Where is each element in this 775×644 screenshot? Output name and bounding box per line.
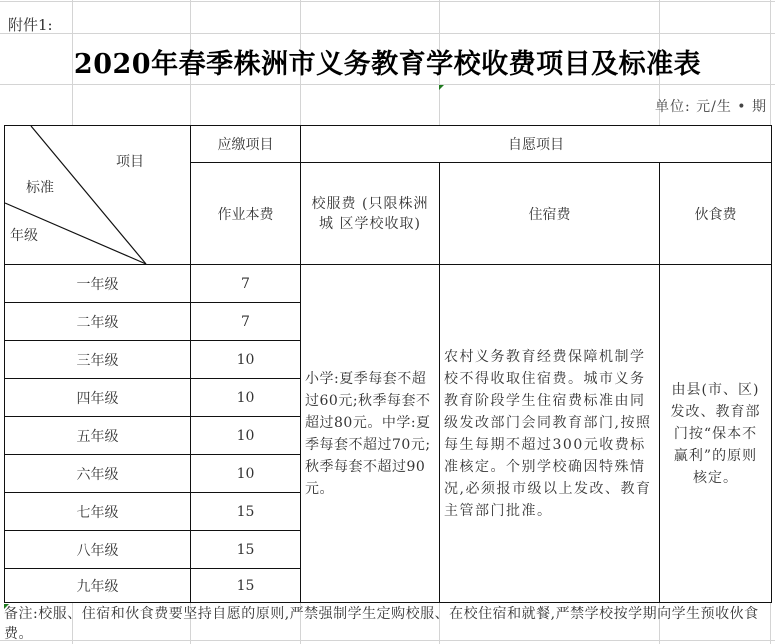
homework-fee-cell[interactable]: 10	[190, 340, 301, 379]
homework-fee-cell[interactable]: 10	[190, 378, 301, 417]
meal-standard-cell[interactable]: 由县(市、区)发改、教育部门按“保本不赢利”的原则核定。	[659, 264, 772, 603]
uniform-fee-header[interactable]: 校服费 (只限株洲城 区学校收取)	[300, 162, 440, 265]
page-title: 2020年春季株洲市义务教育学校收费项目及标准表	[73, 49, 702, 80]
lodging-fee-header[interactable]: 住宿费	[439, 162, 660, 265]
uniform-standard-cell[interactable]: 小学:夏季每套不超过60元;秋季每套不超过80元。中学:夏季每套不超过70元;秋季每套不超过90元。	[300, 264, 440, 603]
remark-note: 备注:校服、住宿和伙食费要坚持自愿的原则,严禁强制学生定购校服、在校住宿和就餐,严禁学校按学期向学生预收伙食费。	[4, 606, 759, 642]
unit-label: 单位: 元/生 • 期	[654, 99, 767, 115]
lodging-standard-cell[interactable]: 农村义务教育经费保障机制学校不得收取住宿费。城市义务教育阶段学生住宿费标准由同级发改部门会同教育部门,按照每生每期不超过300元收费标准核定。个别学校确因特殊情况,必须报市级以上发改、教育主管部门批准。	[439, 264, 660, 603]
grade-cell[interactable]: 四年级	[4, 378, 191, 417]
homework-fee-cell[interactable]: 7	[190, 302, 301, 341]
comment-marker	[439, 85, 444, 90]
grade-cell[interactable]: 一年级	[4, 264, 191, 303]
required-items-header[interactable]: 应缴项目	[190, 125, 301, 163]
voluntary-items-header[interactable]: 自愿项目	[300, 125, 772, 163]
gridline	[0, 33, 775, 34]
homework-fee-cell[interactable]: 10	[190, 416, 301, 455]
homework-fee-cell[interactable]: 15	[190, 568, 301, 603]
homework-fee-cell[interactable]: 15	[190, 492, 301, 531]
grade-cell[interactable]: 三年级	[4, 340, 191, 379]
homework-fee-cell[interactable]: 7	[190, 264, 301, 303]
grade-cell[interactable]: 二年级	[4, 302, 191, 341]
homework-fee-header[interactable]: 作业本费	[190, 162, 301, 265]
grade-cell[interactable]: 九年级	[4, 568, 191, 603]
fee-table	[4, 125, 772, 603]
gridline	[0, 1, 775, 2]
gridline	[0, 84, 775, 85]
homework-fee-cell[interactable]: 10	[190, 454, 301, 493]
homework-fee-cell[interactable]: 15	[190, 530, 301, 569]
meal-fee-header[interactable]: 伙食费	[659, 162, 772, 265]
grade-cell[interactable]: 七年级	[4, 492, 191, 531]
attachment-label: 附件1:	[8, 16, 53, 34]
grade-cell[interactable]: 八年级	[4, 530, 191, 569]
corner-grade-label: 年级	[10, 228, 38, 244]
corner-standard-label: 标准	[26, 180, 54, 196]
grade-cell[interactable]: 五年级	[4, 416, 191, 455]
corner-item-label: 项目	[116, 154, 144, 170]
grade-cell[interactable]: 六年级	[4, 454, 191, 493]
